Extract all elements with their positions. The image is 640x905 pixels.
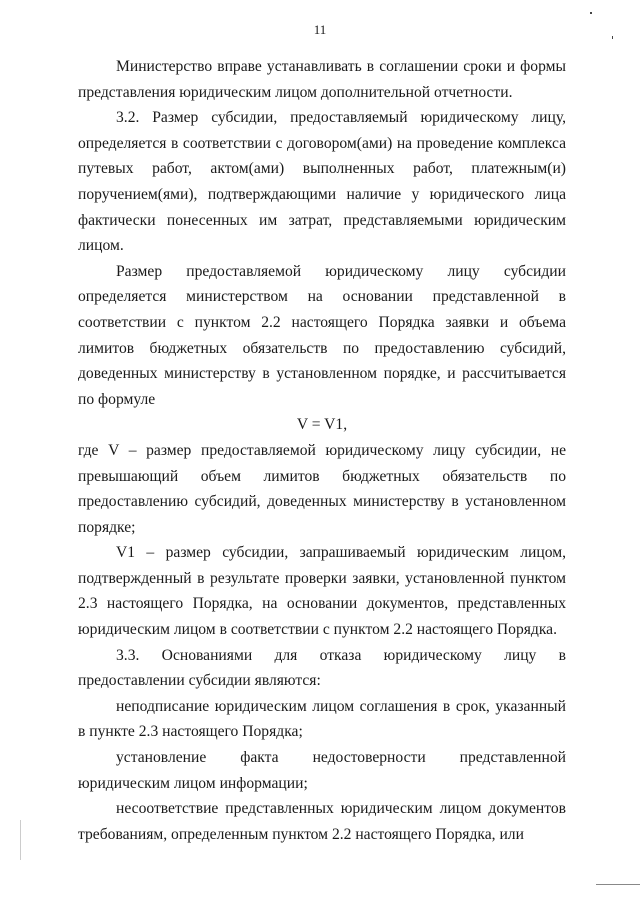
- paragraph-refusal-nonconformity: несоответствие представленных юридическим лицом документов требованиям, определенным пунктом 2.2 настоящего Порядка, или: [78, 800, 566, 843]
- paragraph-v-definition: где V – размер предоставляемой юридическому лицу субсидии, не превышающий объем лимитов бюджетных обязательств по предоставлению субсидий, доведенных министерству в установленном порядке;: [78, 441, 566, 536]
- paragraph-ministry-reporting: Министерство вправе устанавливать в соглашении сроки и формы представления юридическим лицом дополнительной отчетности.: [78, 58, 566, 101]
- paragraph-refusal-false-info: установление факта недостоверности представленной юридическим лицом информации;: [78, 749, 566, 792]
- paragraph-3-3-refusal-grounds: 3.3. Основаниями для отказа юридическому лицу в предоставлении субсидии являются:: [78, 646, 566, 690]
- paragraph-subsidy-calculation: Размер предоставляемой юридическому лицу субсидии определяется министерством на основании представленной в соответствии с пунктом 2.2 настоящего Порядка заявки и объема лимитов бюджетных обязательств по предоставлению субсидий, доведенных министерству в установленном порядке, и рассчитывается по формуле: [78, 262, 566, 408]
- page-number: 11: [313, 22, 327, 37]
- document-body: [78, 54, 566, 847]
- scan-edge-line: [596, 884, 640, 885]
- formula: V = V1,: [296, 416, 348, 434]
- paragraph-v1-definition: V1 – размер субсидии, запрашиваемый юридическим лицом, подтвержденный в результате проверки заявки, установленной пунктом 2.3 настоящего Порядка, на основании документов, представленных юридическим лицом в соответствии с пунктом 2.2 настоящего Порядка.: [78, 544, 566, 639]
- scan-edge-line: [20, 820, 21, 860]
- scan-speck: [590, 12, 592, 14]
- scan-speck: [612, 36, 613, 39]
- paragraph-refusal-not-signed: неподписание юридическим лицом соглашения в срок, указанный в пункте 2.3 настоящего Порядка;: [78, 697, 566, 741]
- paragraph-3-2-subsidy-size: 3.2. Размер субсидии, предоставляемый юридическому лицу, определяется в соответствии с договором(ами) на проведение комплекса путевых работ, актом(ами) выполненных работ, платежным(и) поручением(ями), подтверждающими наличие у юридического лица фактически понесенных им затрат, представляемыми юридическим лицом.: [78, 109, 566, 255]
